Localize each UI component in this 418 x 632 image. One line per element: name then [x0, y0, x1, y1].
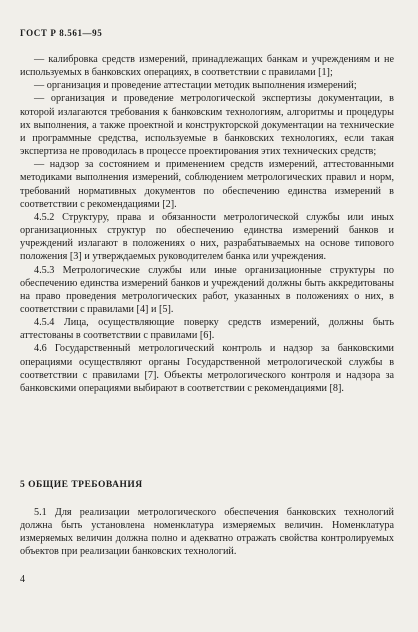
section-body — [20, 506, 394, 559]
paragraph: 4.6 Государственный метрологический контроль и надзор за банковскими операциями осуществляют органы Государственной метрологической службы в соответствии с правилами [7]. Объекты метрологического контроля и надзора за банковскими операциями выбирают в соответствии с рекомендациями [8]. — [20, 343, 394, 394]
paragraph: — организация и проведение аттестации методик выполнения измерений; — [34, 80, 357, 92]
page-header: ГОСТ Р 8.561—95 — [20, 28, 103, 38]
paragraph: — надзор за состоянием и применением средств измерений, аттестованными методиками выполнения измерений, соблюдением метрологических правил и норм, требований нормативных документов по обеспечению единства измерений в соответствии с рекомендациями [2]. — [20, 159, 394, 210]
paragraph: — организация и проведение метрологической экспертизы документации, в которой излагаются требования к банковским технологиям, алгоритмы и процедуры их выполнения, а также проектной и конструкторской документации на технические и программные средства, используемые в банковских технологиях, если такая экспертиза не проводилась в процессе проектирования этих технических средств; — [20, 93, 394, 158]
body-text — [20, 53, 394, 395]
paragraph: 4.5.2 Структуру, права и обязанности метрологической службы или иных организационных структур по обеспечению единства измерений банков и учреждений излагают в положениях о них, разрабатываемых на основе типового положения [3] и утверждаемых руководителем банка или учреждения. — [20, 211, 394, 263]
paragraph: 4.5.4 Лица, осуществляющие поверку средств измерений, должны быть аттестованы в соответствии с правилами [6]. — [20, 317, 394, 342]
paragraph: — калибровка средств измерений, принадлежащих банкам и учреждениям и не используемых в банковских операциях, в соответствии с правилами [1]; — [20, 54, 394, 79]
paragraph: 5.1 Для реализации метрологического обеспечения банковских технологий должна быть установлена номенклатура измеряемых величин. Номенклатура измеряемых величин должна полно и адекватно отражать свойства контролируемых объектов при реализации банковских технологий. — [20, 507, 394, 558]
page-number: 4 — [20, 574, 25, 585]
paragraph: 4.5.3 Метрологические службы или иные организационные структуры по обеспечению единства измерений банков и учреждений должны быть аккредитованы на право проведения метрологических работ, указанных в положениях о них, в соответствии с правилами [4] и [5]. — [20, 264, 394, 315]
section-title: 5 ОБЩИЕ ТРЕБОВАНИЯ — [20, 480, 143, 490]
